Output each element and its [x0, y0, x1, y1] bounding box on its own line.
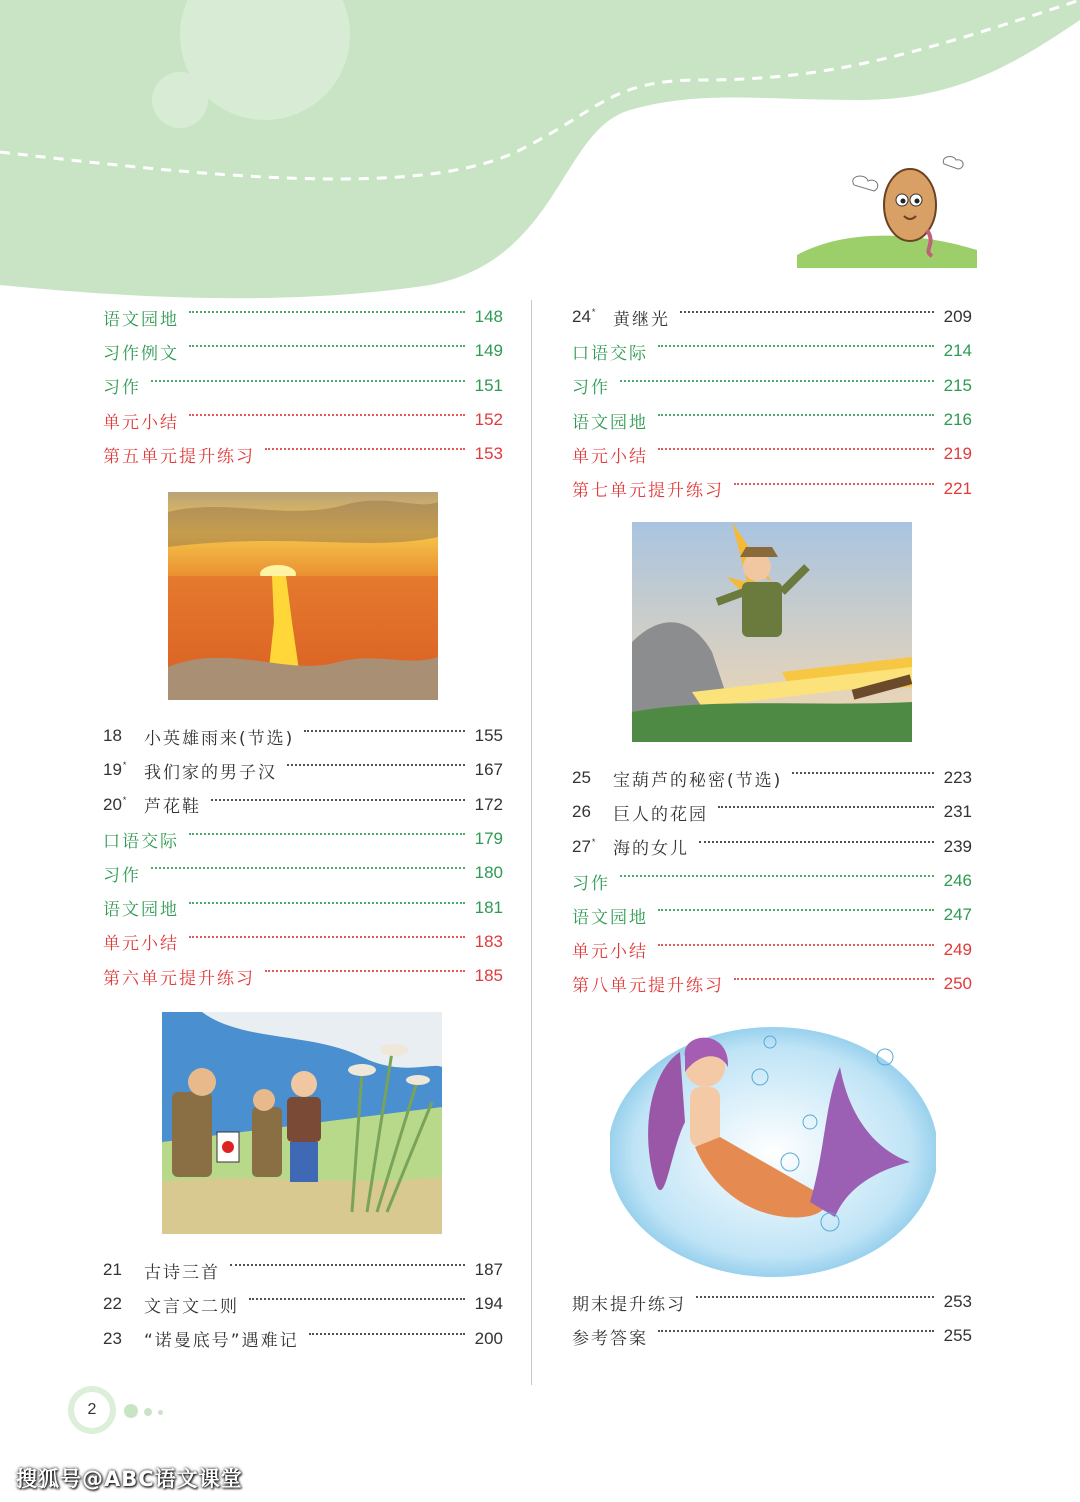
toc-page: 209	[943, 307, 972, 327]
optional-star: *	[122, 760, 127, 771]
toc-title: 黄继光	[613, 309, 670, 330]
mermaid-illustration	[610, 1012, 936, 1277]
toc-right-group-3	[572, 1285, 972, 1354]
toc-leader	[189, 902, 465, 904]
optional-star: *	[591, 307, 596, 318]
toc-page: 155	[474, 726, 503, 746]
toc-entry[interactable]	[103, 403, 503, 437]
toc-leader	[189, 833, 465, 835]
toc-entry[interactable]	[103, 334, 503, 368]
toc-entry[interactable]	[103, 822, 503, 856]
toc-entry[interactable]	[572, 864, 972, 898]
toc-right-group-2	[572, 761, 972, 1001]
toc-entry[interactable]	[103, 856, 503, 890]
toc-title: 期末提升练习	[572, 1294, 686, 1315]
toc-page: 247	[943, 905, 972, 925]
toc-leader	[304, 730, 464, 732]
toc-number: 24*	[572, 307, 596, 327]
decor-dot	[144, 1408, 152, 1416]
toc-leader	[680, 311, 934, 313]
page-number: 2	[74, 1392, 110, 1428]
toc-title: 习作	[103, 378, 141, 399]
toc-page: 216	[943, 410, 972, 430]
toc-page: 183	[474, 931, 503, 951]
decor-dot	[158, 1410, 163, 1415]
toc-title: 第五单元提升练习	[103, 446, 255, 467]
toc-leader	[658, 1330, 934, 1332]
toc-entry[interactable]	[103, 719, 503, 753]
toc-title: 小英雄雨来(节选)	[144, 728, 295, 749]
toc-entry[interactable]	[103, 959, 503, 993]
toc-page: 181	[474, 897, 503, 917]
toc-page: 185	[474, 966, 503, 986]
toc-number: 18	[103, 726, 122, 746]
toc-leader	[718, 806, 934, 808]
toc-number: 23	[103, 1328, 122, 1348]
toc-leader	[211, 799, 465, 801]
toc-entry[interactable]	[572, 1285, 972, 1319]
toc-right-group-1	[572, 300, 972, 506]
toc-number: 19*	[103, 760, 127, 780]
toc-leader	[734, 483, 934, 485]
toc-title: 文言文二则	[144, 1296, 239, 1317]
toc-title: 语文园地	[103, 900, 179, 921]
sunset-sea-illustration	[168, 492, 438, 700]
toc-page: 153	[474, 444, 503, 464]
toc-page: 249	[943, 939, 972, 959]
potato-mascot-icon	[792, 150, 980, 268]
toc-page: 255	[943, 1326, 972, 1346]
toc-title: 习作例文	[103, 343, 179, 364]
toc-page: 223	[943, 768, 972, 788]
toc-leader	[265, 970, 465, 972]
toc-leader	[151, 380, 465, 382]
toc-entry[interactable]	[103, 437, 503, 471]
toc-entry[interactable]	[103, 1287, 503, 1321]
toc-entry[interactable]	[572, 334, 972, 368]
toc-title: “诺曼底号”遇难记	[144, 1331, 299, 1352]
toc-leader	[658, 414, 934, 416]
toc-entry[interactable]	[572, 471, 972, 505]
toc-title: 巨人的花园	[613, 804, 708, 825]
toc-title: 海的女儿	[613, 839, 689, 860]
toc-title: 语文园地	[572, 907, 648, 928]
toc-page: 149	[474, 341, 503, 361]
toc-entry[interactable]	[572, 437, 972, 471]
toc-leader	[265, 448, 465, 450]
toc-number: 21	[103, 1260, 122, 1280]
toc-page: 215	[943, 375, 972, 395]
optional-star: *	[122, 794, 127, 805]
decor-dot	[124, 1404, 138, 1418]
toc-entry[interactable]	[103, 890, 503, 924]
toc-page: 151	[474, 375, 503, 395]
toc-title: 习作	[572, 378, 610, 399]
toc-page: 194	[474, 1294, 503, 1314]
toc-entry[interactable]	[572, 761, 972, 795]
toc-leader	[658, 345, 934, 347]
toc-leader	[189, 311, 465, 313]
toc-page: 152	[474, 410, 503, 430]
toc-leader	[620, 380, 934, 382]
toc-leader	[658, 944, 934, 946]
toc-left-group-3	[103, 1253, 503, 1356]
toc-entry[interactable]	[572, 898, 972, 932]
toc-leader	[230, 1264, 465, 1266]
toc-title: 口语交际	[103, 831, 179, 852]
toc-title: 习作	[572, 873, 610, 894]
page-number-badge	[68, 1386, 188, 1436]
toc-leader	[696, 1296, 934, 1298]
toc-number: 26	[572, 802, 591, 822]
toc-title: 第六单元提升练习	[103, 968, 255, 989]
boy-and-soldiers-illustration	[162, 1012, 442, 1234]
toc-page: 246	[943, 871, 972, 891]
toc-title: 口语交际	[572, 343, 648, 364]
toc-title: 第八单元提升练习	[572, 976, 724, 997]
toc-page: 239	[943, 836, 972, 856]
toc-entry[interactable]	[572, 795, 972, 829]
toc-leader	[699, 841, 934, 843]
toc-title: 语文园地	[572, 412, 648, 433]
toc-page: 219	[943, 444, 972, 464]
toc-title: 单元小结	[103, 934, 179, 955]
toc-leader	[287, 764, 465, 766]
toc-leader	[734, 978, 934, 980]
toc-entry[interactable]	[572, 369, 972, 403]
toc-leader	[309, 1333, 465, 1335]
toc-entry[interactable]	[103, 369, 503, 403]
toc-number: 22	[103, 1294, 122, 1314]
toc-page: 253	[943, 1292, 972, 1312]
toc-page: 148	[474, 307, 503, 327]
toc-page: 172	[474, 794, 503, 814]
toc-number: 25	[572, 768, 591, 788]
toc-title: 宝葫芦的秘密(节选)	[613, 770, 783, 791]
toc-page: 250	[943, 973, 972, 993]
toc-title: 单元小结	[572, 446, 648, 467]
toc-entry[interactable]	[103, 1322, 503, 1356]
toc-entry[interactable]	[103, 1253, 503, 1287]
toc-page: 221	[943, 478, 972, 498]
toc-entry[interactable]	[103, 788, 503, 822]
toc-entry[interactable]	[103, 753, 503, 787]
toc-title: 单元小结	[103, 412, 179, 433]
toc-title: 单元小结	[572, 942, 648, 963]
toc-title: 参考答案	[572, 1328, 648, 1349]
toc-leader	[189, 414, 465, 416]
toc-entry[interactable]	[572, 1319, 972, 1353]
toc-entry[interactable]	[572, 967, 972, 1001]
toc-title: 我们家的男子汉	[144, 762, 277, 783]
toc-page: 231	[943, 802, 972, 822]
toc-leader	[658, 448, 934, 450]
toc-page: 179	[474, 829, 503, 849]
toc-number: 27*	[572, 836, 596, 856]
toc-left-group-2	[103, 719, 503, 993]
toc-entry[interactable]	[572, 403, 972, 437]
toc-page: 187	[474, 1260, 503, 1280]
toc-leader	[620, 875, 934, 877]
toc-left-group-1	[103, 300, 503, 471]
toc-leader	[658, 909, 934, 911]
toc-leader	[792, 772, 933, 774]
toc-leader	[249, 1298, 465, 1300]
toc-page: 200	[474, 1328, 503, 1348]
toc-entry[interactable]	[103, 300, 503, 334]
toc-number: 20*	[103, 794, 127, 814]
soldier-jumping-illustration	[632, 522, 912, 742]
toc-leader	[151, 867, 465, 869]
toc-title: 芦花鞋	[144, 797, 201, 818]
toc-title: 习作	[103, 865, 141, 886]
toc-title: 第七单元提升练习	[572, 481, 724, 502]
toc-entry[interactable]	[572, 932, 972, 966]
toc-page: 180	[474, 863, 503, 883]
column-divider	[531, 300, 532, 1385]
toc-page: 214	[943, 341, 972, 361]
toc-entry[interactable]	[572, 300, 972, 334]
toc-title: 语文园地	[103, 309, 179, 330]
optional-star: *	[591, 836, 596, 847]
toc-entry[interactable]	[103, 925, 503, 959]
toc-title: 古诗三首	[144, 1262, 220, 1283]
toc-leader	[189, 936, 465, 938]
toc-page: 167	[474, 760, 503, 780]
toc-entry[interactable]	[572, 830, 972, 864]
watermark-text: 搜狐号@ABC语文课堂	[16, 1467, 243, 1491]
toc-leader	[189, 345, 465, 347]
